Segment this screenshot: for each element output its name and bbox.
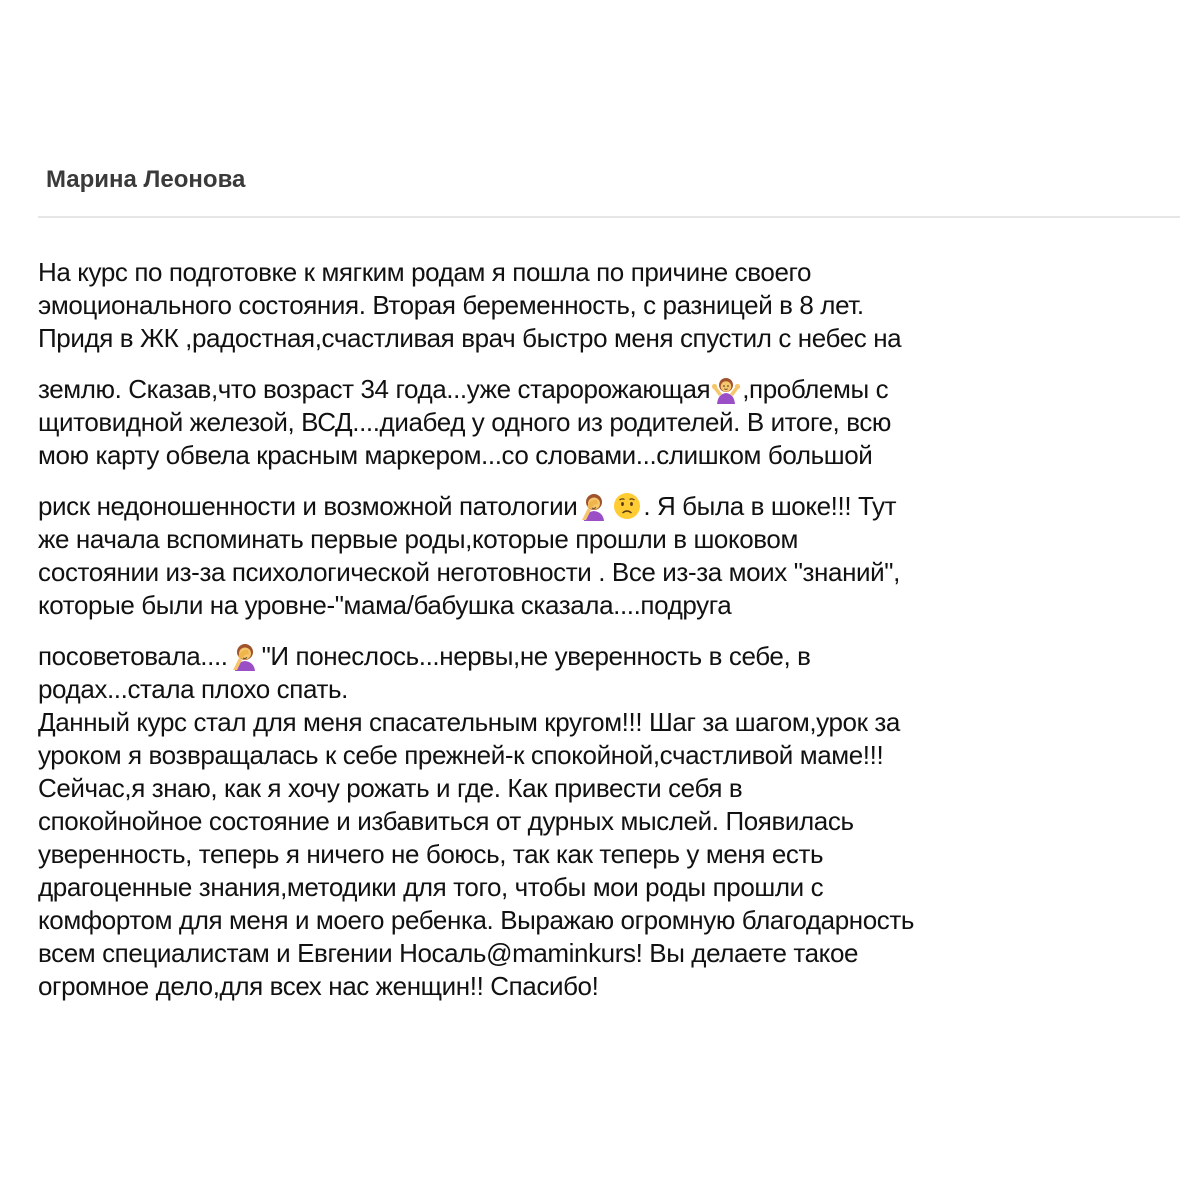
text-line: спокойнойное состояние и избавиться от дурных мыслей. Появилась (38, 806, 854, 836)
text-line: которые были на уровне-"мама/бабушка сказала....подруга (38, 590, 732, 620)
text-line: щитовидной железой, ВСД....диабед у одного из родителей. В итоге, всю (38, 407, 892, 437)
text-segment: землю. Сказав,что возраст 34 года...уже старорожающая (38, 374, 711, 404)
text-segment: ,проблемы с (742, 374, 889, 404)
text-line: Данный курс стал для меня спасательным кругом!!! Шаг за шагом,урок за (38, 707, 900, 737)
author-name[interactable]: Марина Леонова (46, 166, 246, 193)
text-segment: посоветовала.... (38, 641, 228, 671)
text-segment: "И понеслось...нервы,не уверенность в себе, в (261, 641, 811, 671)
text-line: уверенность, теперь я ничего не боюсь, так как теперь у меня есть (38, 839, 824, 869)
text-line: драгоценные знания,методики для того, чтобы мои роды прошли с (38, 872, 824, 902)
divider (38, 216, 1180, 218)
text-line: эмоционального состояния. Вторая беременность, с разницей в 8 лет. (38, 290, 864, 320)
text-line (38, 472, 1188, 523)
text-segment: . Я была в шоке!!! Тут (643, 491, 897, 521)
text-line: уроком я возвращалась к себе прежней-к спокойной,счастливой маме!!! (38, 740, 884, 770)
text-line: же начала вспоминать первые роды,которые прошли в шоковом (38, 524, 798, 554)
text-line: огромное дело,для всех нас женщин!! Спасибо! (38, 971, 599, 1001)
text-line: всем специалистам и Евгении Носаль@maminkurs! Вы делаете такое (38, 938, 859, 968)
text-line: состоянии из-за психологической неготовности . Все из-за моих "знаний", (38, 557, 900, 587)
text-line: мою карту обвела красным маркером...со словами...слишком большой (38, 440, 873, 470)
review-text (38, 256, 1188, 1003)
text-line: Сейчас,я знаю, как я хочу рожать и где. Как привести себя в (38, 773, 743, 803)
text-line: комфортом для меня и моего ребенка. Выражаю огромную благодарность (38, 905, 915, 935)
text-segment: риск недоношенности и возможной патологии (38, 491, 578, 521)
text-line: Придя в ЖК ,радостная,счастливая врач быстро меня спустил с небес на (38, 323, 902, 353)
text-line (38, 355, 1188, 406)
text-line (38, 622, 1188, 673)
text-line: родах...стала плохо спать. (38, 674, 348, 704)
text-line: На курс по подготовке к мягким родам я пошла по причине своего (38, 257, 812, 287)
